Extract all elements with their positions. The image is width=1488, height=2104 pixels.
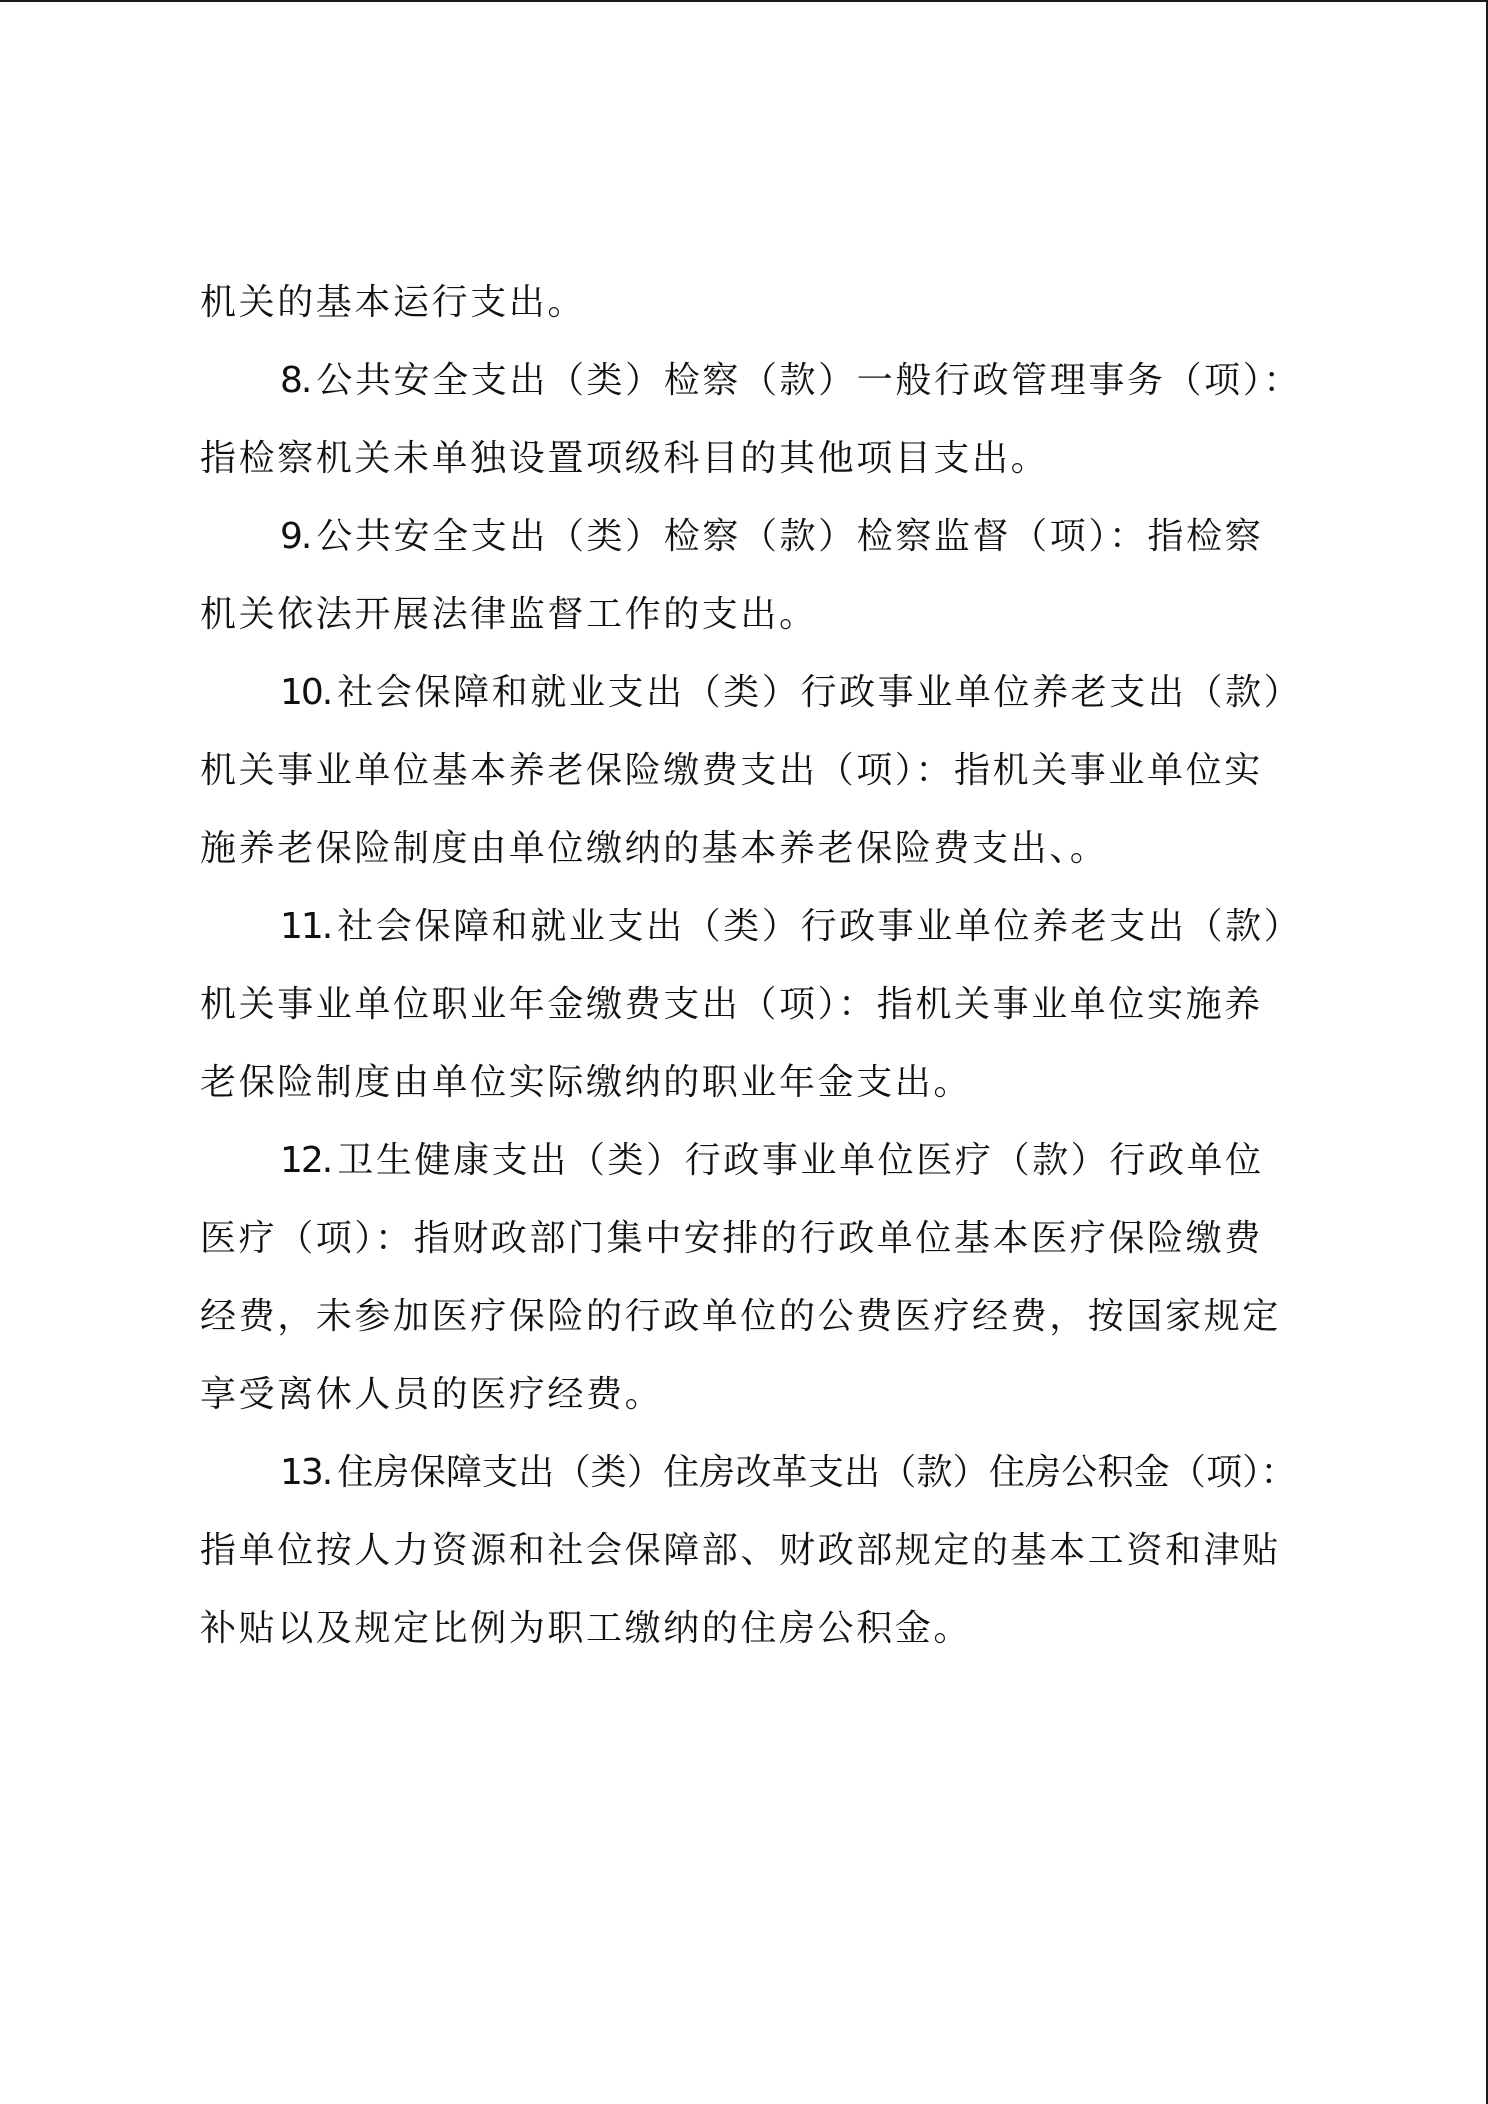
text-line: 老保险制度由单位实际缴纳的职业年金支出。 [200, 1062, 973, 1103]
text-line: 机关事业单位基本养老保险缴费支出（项）：指机关事业单位实 [200, 750, 1263, 791]
item-number: 12. [280, 1140, 332, 1181]
item-number: 9. [280, 516, 311, 557]
text-segment: 社会保障和就业支出（类）行政事业单位养老支出（款） [337, 906, 1303, 947]
text-line: 经费，未参加医疗保险的行政单位的公费医疗经费，按国家规定 [200, 1296, 1281, 1337]
text-line-first [200, 498, 1305, 576]
item-number: 13. [280, 1452, 332, 1493]
item-number: 10. [280, 672, 332, 713]
text-segment: 公共安全支出（类）检察（款）检察监督（项）：指检察 [316, 516, 1264, 557]
paragraph-item-9 [200, 498, 1305, 654]
text-segment: 卫生健康支出（类）行政事业单位医疗（款）行政单位 [337, 1140, 1264, 1181]
text-segment: 社会保障和就业支出（类）行政事业单位养老支出（款） [337, 672, 1303, 713]
text-line-first [200, 342, 1305, 420]
paragraph-continuation [200, 264, 1305, 342]
item-number: 8. [280, 360, 311, 401]
text-line: 医疗（项）：指财政部门集中安排的行政单位基本医疗保险缴费 [200, 1218, 1263, 1259]
item-number: 11. [280, 906, 332, 947]
text-line-first [200, 1122, 1305, 1200]
text-line: 指检察机关未单独设置项级科目的其他项目支出。 [200, 438, 1050, 479]
text-line: 机关依法开展法律监督工作的支出。 [200, 594, 818, 635]
paragraph-item-12 [200, 1122, 1305, 1434]
text-line: 机关事业单位职业年金缴费支出（项）：指机关事业单位实施养 [200, 984, 1263, 1025]
text-line: 享受离休人员的医疗经费。 [200, 1374, 664, 1415]
text-line-first [200, 888, 1305, 966]
paragraph-item-11 [200, 888, 1305, 1122]
text-segment: 公共安全支出（类）检察（款）一般行政管理事务（项）： [316, 360, 1302, 401]
text-line: 补贴以及规定比例为职工缴纳的住房公积金。 [200, 1608, 973, 1649]
text-line: 施养老保险制度由单位缴纳的基本养老保险费支出、。 [200, 828, 1109, 869]
page-border-top [0, 0, 1488, 2]
paragraph-item-10 [200, 654, 1305, 888]
text-line: 机关的基本运行支出。 [200, 282, 587, 323]
document-body [200, 264, 1305, 1668]
text-segment: 住房保障支出（类）住房改革支出（款）住房公积金（项）： [337, 1452, 1297, 1493]
paragraph-item-13 [200, 1434, 1305, 1668]
text-line-first [200, 654, 1305, 732]
text-line: 指单位按人力资源和社会保障部、财政部规定的基本工资和津贴 [200, 1530, 1281, 1571]
paragraph-item-8 [200, 342, 1305, 498]
text-line-first [200, 1434, 1305, 1512]
